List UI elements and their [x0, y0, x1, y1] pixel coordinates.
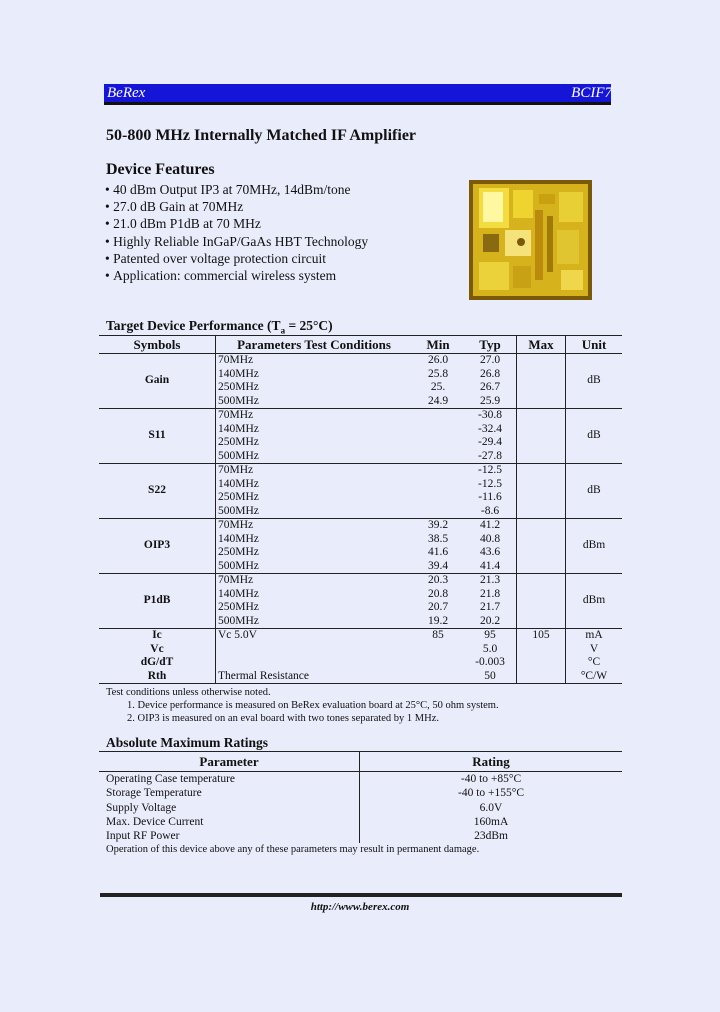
- spec-typ: 50: [464, 670, 517, 684]
- spec-max: [517, 354, 566, 409]
- footer-url[interactable]: http://www.berex.com: [310, 901, 410, 913]
- spec-min: 39.4: [427, 559, 449, 572]
- spec-typ: -30.8: [464, 409, 517, 423]
- page-title: 50-800 MHz Internally Matched IF Amplifier: [106, 127, 417, 144]
- spec-min: [412, 423, 464, 437]
- spec-symbol: S11: [99, 409, 216, 464]
- spec-table: [99, 335, 622, 684]
- spec-max: [517, 409, 566, 464]
- spec-typ: -29.4: [478, 436, 502, 448]
- col-unit: Unit: [566, 336, 623, 354]
- spec-min: 20.8: [427, 587, 449, 600]
- spec-condition: 70MHz: [216, 574, 413, 588]
- spec-symbol: Vc: [150, 642, 164, 655]
- spec-condition: 500MHz: [216, 450, 413, 464]
- spec-typ: -8.6: [480, 504, 500, 517]
- col-min: Min: [412, 336, 464, 354]
- spec-unit: dB: [566, 409, 623, 464]
- spec-min: 39.2: [412, 519, 464, 533]
- spec-condition: 250MHz: [216, 436, 413, 450]
- col-parameter: Parameter: [99, 752, 360, 772]
- spec-min: [412, 656, 464, 670]
- spec-unit: dBm: [566, 574, 623, 629]
- note-2: 2. OIP3 is measured on an eval board with two tones separated by 1 MHz.: [127, 713, 440, 724]
- spec-min: 85: [412, 629, 464, 643]
- spec-condition: 140MHz: [216, 368, 413, 382]
- brand-name: BeRex: [107, 85, 146, 101]
- rating-value: 23dBm: [360, 829, 623, 843]
- spec-unit: dB: [566, 464, 623, 519]
- spec-min: 19.2: [427, 614, 449, 627]
- feature-item: • Application: commercial wireless system: [105, 267, 368, 284]
- spec-header-row: [99, 336, 622, 354]
- spec-typ: 25.9: [479, 394, 501, 407]
- ratings-heading: Absolute Maximum Ratings: [106, 735, 269, 750]
- spec-min: 25.8: [427, 367, 449, 380]
- spec-typ: 27.0: [464, 354, 517, 368]
- spec-condition: 140MHz: [216, 478, 413, 492]
- spec-row: [99, 354, 622, 368]
- spec-condition: 70MHz: [216, 354, 413, 368]
- spec-max: [517, 464, 566, 519]
- spec-condition: 70MHz: [216, 519, 413, 533]
- spec-min: [412, 436, 464, 450]
- feature-item: • Patented over voltage protection circuit: [105, 250, 368, 267]
- rating-value: 6.0V: [360, 801, 623, 815]
- spec-typ: 41.2: [464, 519, 517, 533]
- spec-min: [412, 464, 464, 478]
- spec-row: [99, 409, 622, 423]
- spec-typ: 21.7: [479, 601, 501, 613]
- spec-typ: -12.5: [478, 477, 502, 490]
- rating-row: [99, 829, 622, 843]
- spec-typ: -32.4: [478, 422, 502, 435]
- spec-unit: °C/W: [566, 670, 623, 684]
- spec-min: 20.3: [412, 574, 464, 588]
- spec-min: 20.7: [427, 601, 449, 613]
- spec-min: 38.5: [427, 532, 449, 545]
- spec-symbol: Rth: [99, 670, 216, 684]
- spec-condition: 70MHz: [216, 464, 413, 478]
- spec-typ: 43.6: [479, 546, 501, 558]
- spec-condition: 500MHz: [216, 560, 413, 574]
- spec-condition: 500MHz: [216, 615, 413, 629]
- feature-item: • 27.0 dB Gain at 70MHz: [105, 198, 368, 215]
- spec-condition: 250MHz: [216, 491, 413, 505]
- spec-condition: [216, 643, 413, 657]
- feature-item: • 21.0 dBm P1dB at 70 MHz: [105, 215, 368, 232]
- spec-condition: 140MHz: [216, 423, 413, 437]
- spec-row: [99, 656, 622, 670]
- spec-unit: mA: [566, 629, 623, 643]
- spec-typ: 26.7: [479, 381, 501, 393]
- ratings-header-row: [99, 752, 622, 772]
- rating-parameter: Storage Temperature: [106, 787, 202, 800]
- spec-min: [412, 478, 464, 492]
- spec-condition: 250MHz: [216, 381, 413, 395]
- rating-parameter: Max. Device Current: [106, 815, 204, 828]
- spec-max: [517, 574, 566, 629]
- spec-typ: 40.8: [479, 532, 501, 545]
- spec-typ: 41.4: [479, 559, 501, 572]
- ratings-table: [99, 751, 622, 843]
- col-typ: Typ: [464, 336, 517, 354]
- spec-min: [412, 670, 464, 684]
- spec-min: [412, 409, 464, 423]
- features-list: [105, 181, 368, 284]
- spec-row: [99, 643, 622, 657]
- note-1: 1. Device performance is measured on BeRex evaluation board at 25°C, 50 ohm system.: [127, 700, 499, 711]
- spec-min: [412, 505, 464, 519]
- spec-max: [517, 643, 566, 657]
- spec-min: 26.0: [412, 354, 464, 368]
- rating-parameter: Supply Voltage: [106, 801, 177, 814]
- spec-condition: 70MHz: [216, 409, 413, 423]
- spec-row: [99, 574, 622, 588]
- spec-max: 105: [517, 629, 566, 643]
- feature-item: • 40 dBm Output IP3 at 70MHz, 14dBm/tone: [105, 181, 368, 198]
- rating-row: [99, 801, 622, 815]
- spec-unit: °C: [587, 656, 601, 668]
- spec-symbol: S22: [99, 464, 216, 519]
- spec-min: [412, 450, 464, 464]
- spec-condition: 500MHz: [216, 395, 413, 409]
- spec-max: [517, 519, 566, 574]
- spec-typ: -12.5: [464, 464, 517, 478]
- col-rating: Rating: [360, 752, 623, 772]
- part-number: BCIF7: [571, 85, 612, 101]
- rating-row: [99, 786, 622, 800]
- rating-row: [99, 815, 622, 829]
- spec-unit: V: [589, 642, 599, 655]
- col-conditions: Parameters Test Conditions: [216, 336, 413, 354]
- ratings-warning: Operation of this device above any of these parameters may result in permanent damage.: [106, 844, 480, 855]
- rating-value: -40 to +155°C: [360, 786, 623, 800]
- header-bar: [104, 84, 611, 105]
- spec-row: [99, 670, 622, 684]
- spec-min: 41.6: [427, 546, 449, 558]
- spec-symbol: dG/dT: [140, 656, 174, 668]
- spec-min: 24.9: [427, 394, 449, 407]
- spec-typ: 95: [464, 629, 517, 643]
- rating-value: 160mA: [360, 815, 623, 829]
- spec-typ: -27.8: [478, 449, 502, 462]
- spec-min: [412, 643, 464, 657]
- spec-typ: 20.2: [479, 614, 501, 627]
- notes-intro: Test conditions unless otherwise noted.: [106, 687, 271, 698]
- spec-condition: 140MHz: [216, 533, 413, 547]
- spec-typ: 21.8: [479, 587, 501, 600]
- spec-condition: 140MHz: [216, 588, 413, 602]
- spec-typ: 21.3: [464, 574, 517, 588]
- spec-typ: -0.003: [475, 656, 505, 668]
- spec-unit: dB: [566, 354, 623, 409]
- spec-symbol: P1dB: [99, 574, 216, 629]
- spec-condition: Thermal Resistance: [216, 670, 413, 684]
- spec-condition: 250MHz: [216, 546, 413, 560]
- spec-typ: 5.0: [482, 642, 498, 655]
- test-notes: [106, 686, 499, 725]
- spec-condition: 500MHz: [216, 505, 413, 519]
- rating-value: -40 to +85°C: [360, 772, 623, 787]
- spec-symbol: Gain: [99, 354, 216, 409]
- footer-bar: [100, 893, 622, 897]
- spec-row: [99, 464, 622, 478]
- spec-symbol: OIP3: [99, 519, 216, 574]
- spec-min: [412, 491, 464, 505]
- rating-parameter: Input RF Power: [106, 830, 180, 843]
- spec-row: [99, 519, 622, 533]
- features-heading: Device Features: [106, 161, 215, 178]
- spec-condition: [216, 656, 413, 670]
- chip-die-photo-icon: [469, 180, 592, 300]
- spec-symbol: Ic: [99, 629, 216, 643]
- rating-row: [99, 772, 622, 787]
- col-max: Max: [517, 336, 566, 354]
- rating-parameter: Operating Case temperature: [106, 773, 235, 785]
- spec-table-title: Target Device Performance $(T_a = 25^\circ C)$: [106, 318, 333, 336]
- spec-condition: 250MHz: [216, 601, 413, 615]
- spec-row: [99, 629, 622, 643]
- spec-typ: 26.8: [479, 367, 501, 380]
- spec-max: [517, 656, 566, 670]
- spec-unit: dBm: [566, 519, 623, 574]
- col-symbols: Symbols: [99, 336, 216, 354]
- spec-min: 25.: [430, 381, 446, 393]
- spec-condition: Vc 5.0V: [216, 629, 413, 643]
- spec-typ: -11.6: [478, 491, 502, 503]
- spec-max: [517, 670, 566, 684]
- feature-item: • Highly Reliable InGaP/GaAs HBT Technology: [105, 233, 368, 250]
